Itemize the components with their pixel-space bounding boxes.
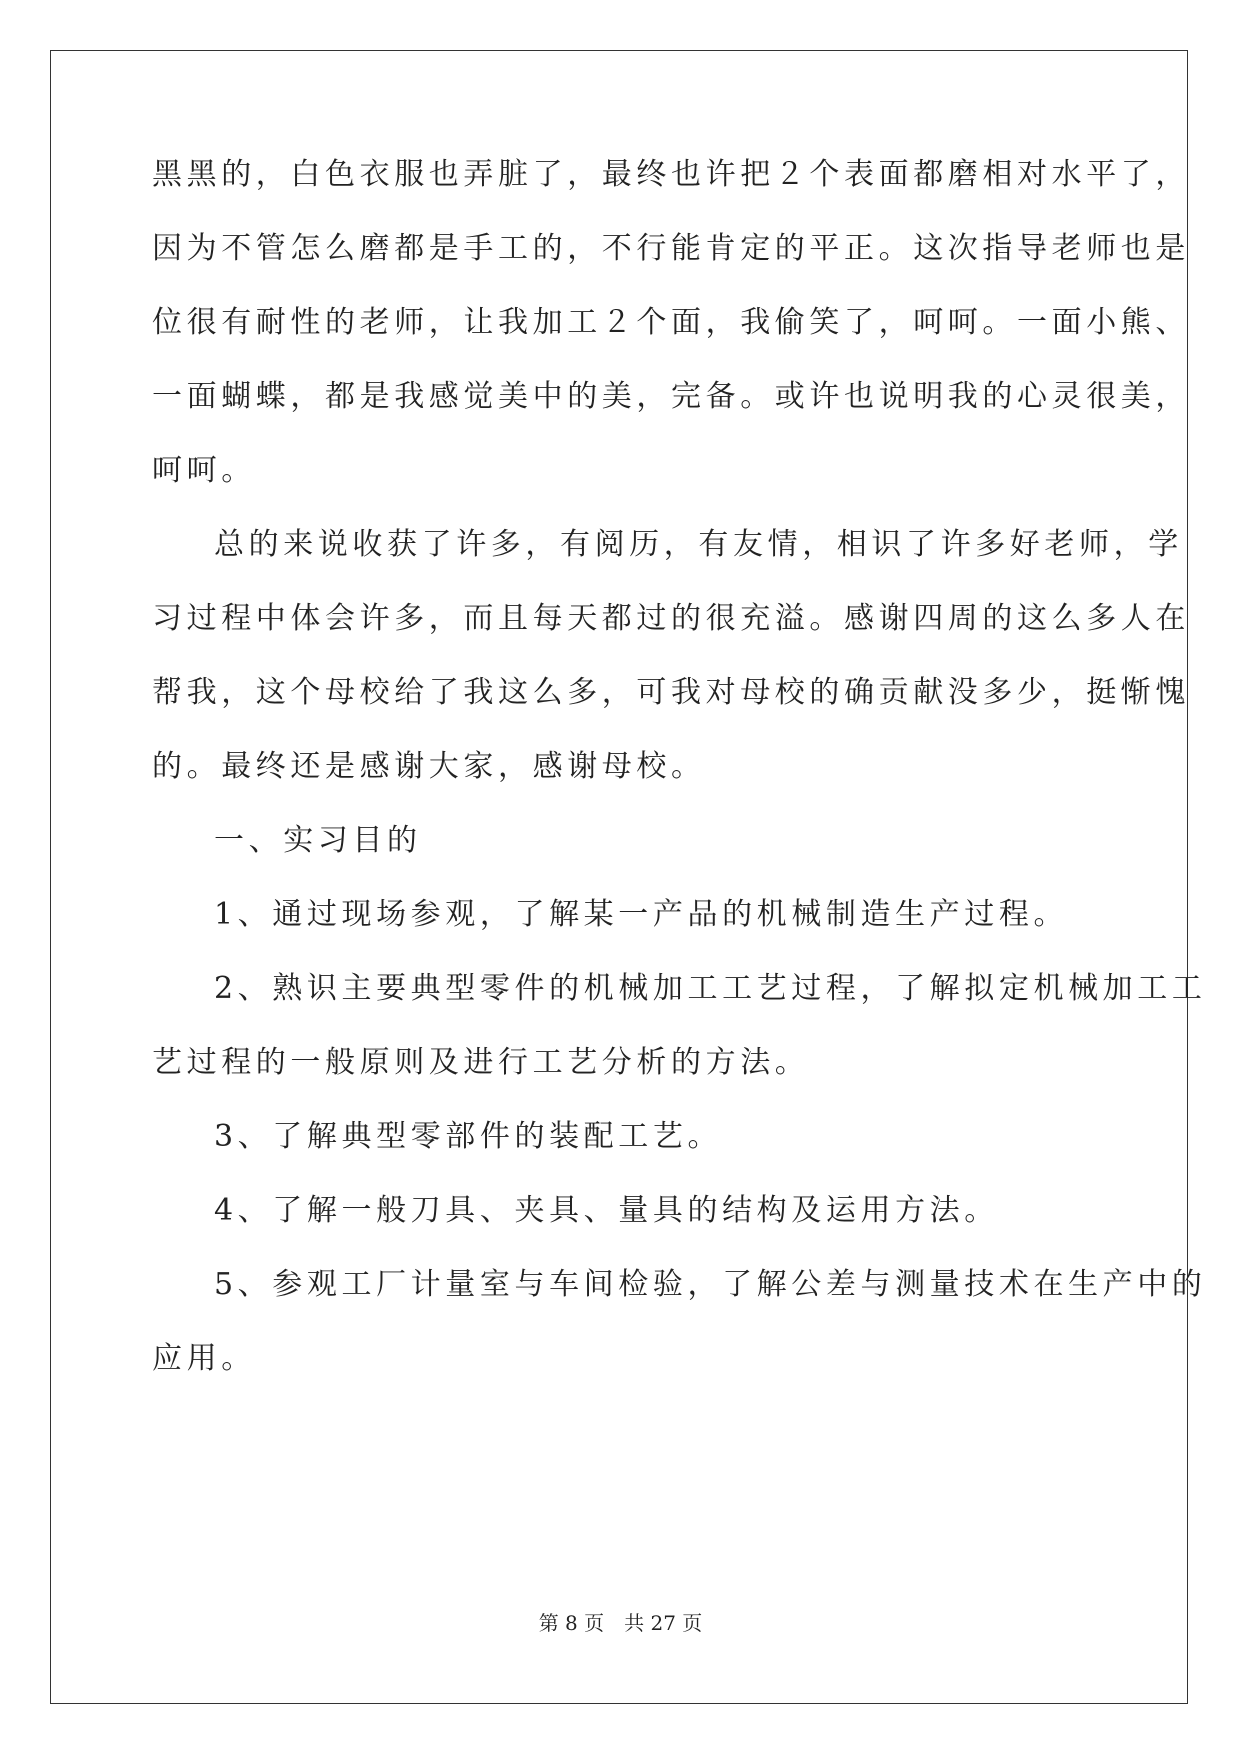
list-item: 5、参观工厂计量室与车间检验，了解公差与测量技术在生产中的	[214, 1267, 1207, 1302]
list-item: 3、了解典型零部件的装配工艺。	[214, 1119, 723, 1154]
list-item: 1、通过现场参观，了解某一产品的机械制造生产过程。	[214, 897, 1069, 932]
page-border	[50, 50, 1188, 1704]
text-line: 一面蝴蝶，都是我感觉美中的美，完备。或许也说明我的心灵很美，	[152, 379, 1190, 414]
text-line: 艺过程的一般原则及进行工艺分析的方法。	[152, 1045, 810, 1080]
text-line: 黑黑的，白色衣服也弄脏了，最终也许把２个表面都磨相对水平了，	[152, 157, 1190, 192]
text-line: 帮我，这个母校给了我这么多，可我对母校的确贡献没多少，挺惭愧	[152, 675, 1190, 710]
list-item: 4、了解一般刀具、夹具、量具的结构及运用方法。	[214, 1193, 999, 1228]
text-line: 位很有耐性的老师，让我加工２个面，我偷笑了，呵呵。一面小熊、	[152, 305, 1190, 340]
text-line: 呵呵。	[152, 453, 256, 488]
section-heading: 一、实习目的	[214, 823, 422, 858]
text-line: 应用。	[152, 1341, 256, 1376]
text-line: 总的来说收获了许多，有阅历，有友情，相识了许多好老师，学	[214, 527, 1183, 562]
text-line: 因为不管怎么磨都是手工的，不行能肯定的平正。这次指导老师也是	[152, 231, 1190, 266]
text-line: 习过程中体会许多，而且每天都过的很充溢。感谢四周的这么多人在	[152, 601, 1190, 636]
page-number: 第 8 页	[538, 1611, 605, 1635]
page-total: 共 27 页	[624, 1611, 703, 1635]
text-line: 的。最终还是感谢大家，感谢母校。	[152, 749, 706, 784]
list-item: 2、熟识主要典型零件的机械加工工艺过程，了解拟定机械加工工	[214, 971, 1207, 1006]
page-footer	[0, 1610, 1241, 1636]
